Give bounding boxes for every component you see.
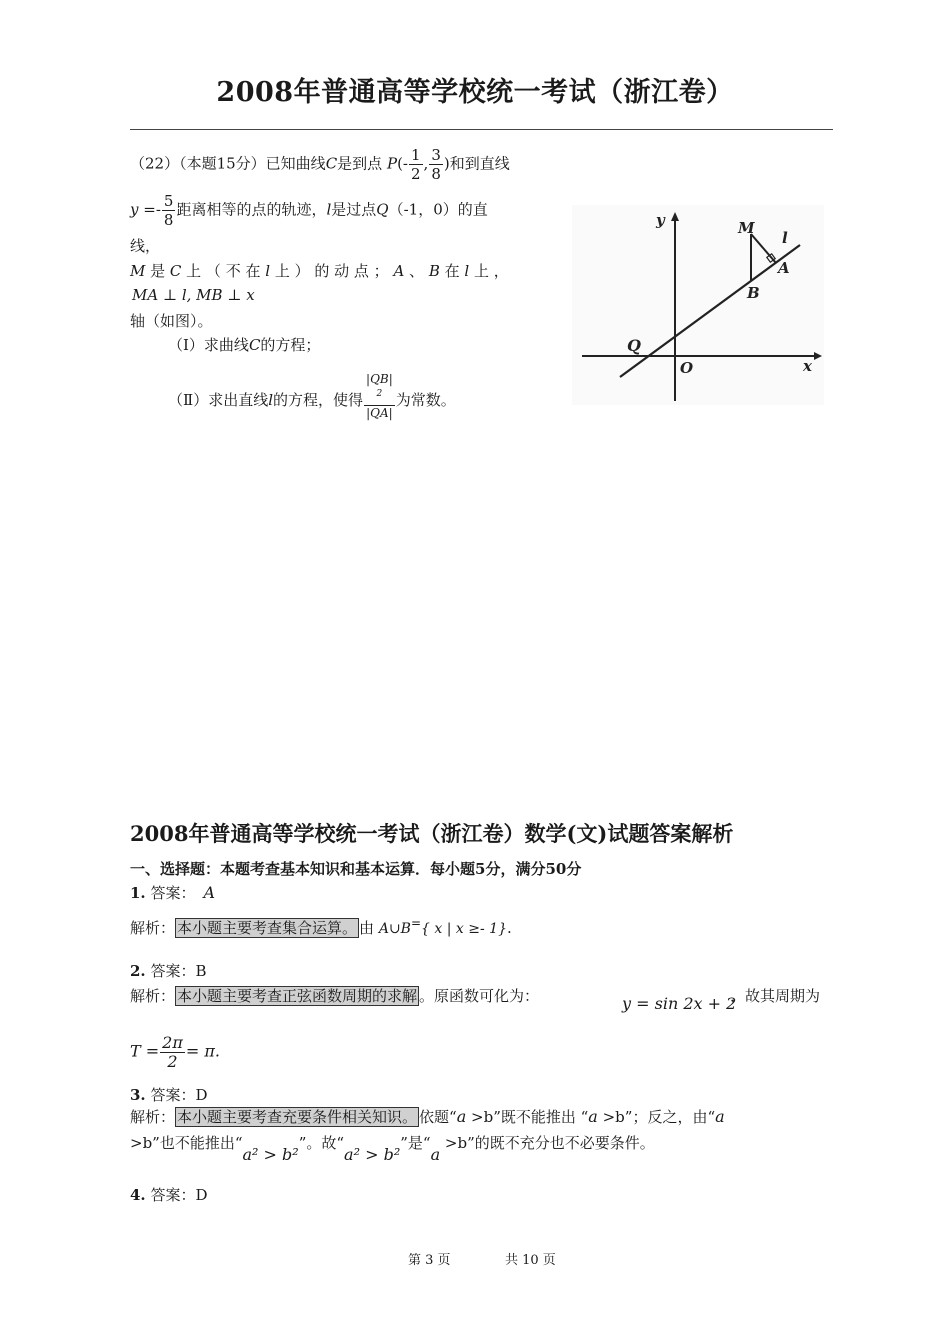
fraction-numerator: 1 xyxy=(410,146,421,164)
label-o: O xyxy=(680,359,694,377)
problem22-part1 xyxy=(168,335,320,355)
label-x: x xyxy=(803,357,812,375)
fraction-numerator: 2π xyxy=(162,1033,183,1052)
point-p: P xyxy=(386,154,398,173)
square-inequality: a² > b² xyxy=(242,1145,299,1164)
problem22-perpendicular-conditions: MA ⊥ l, MB ⊥ x xyxy=(132,286,255,304)
problem22-text: 上 ， xyxy=(469,262,509,280)
line-fraction xyxy=(162,192,176,229)
question-number: 3. xyxy=(130,1086,146,1104)
p-y-fraction xyxy=(429,146,443,183)
explanation-label: 解析： xyxy=(130,987,176,1005)
curve-c: C xyxy=(248,336,261,354)
explanation-text: 由 xyxy=(359,919,375,937)
var-m: M xyxy=(130,262,146,280)
fraction-denominator: |QA| xyxy=(366,406,393,420)
paren-close: ) xyxy=(443,154,450,173)
paren-open: (- xyxy=(397,154,408,173)
point-q: Q xyxy=(376,200,389,219)
question-number: 2. xyxy=(130,962,146,980)
label-q: Q xyxy=(627,336,641,355)
q1-answer xyxy=(130,882,215,903)
fraction-denominator: 8 xyxy=(163,211,174,229)
exponent: 2 xyxy=(376,389,383,399)
question-number: 4. xyxy=(130,1186,146,1204)
explanation-text: >b”也不能推出“ xyxy=(130,1134,243,1152)
p-x-fraction xyxy=(409,146,423,183)
label-m: M xyxy=(738,219,755,237)
fraction-denominator: 8 xyxy=(431,165,441,183)
fraction-denominator: 2 xyxy=(410,165,421,183)
problem22-line3: 线， xyxy=(130,237,161,255)
q3-answer xyxy=(130,1084,207,1105)
section1-heading: 一、选择题：本题考查基本知识和基本运算．每小题5分，满分50分 xyxy=(130,860,582,878)
q2-answer xyxy=(130,960,206,981)
answer-label: 答案：B xyxy=(145,962,207,980)
q4-answer xyxy=(130,1184,207,1205)
q2-function: y = sin 2x + 2 xyxy=(622,994,737,1013)
page-number: 第 3 页 xyxy=(408,1253,451,1268)
explanation-text: 。原函数可化为： xyxy=(419,987,540,1005)
problem22-line6: 轴（如图）。 xyxy=(130,312,213,330)
problem22-text: 是到点 xyxy=(337,154,383,173)
problem22-text: 和到直线 xyxy=(449,154,510,173)
problem22-part2 xyxy=(168,372,456,421)
highlighted-note: 本小题主要考查正弦函数周期的求解 xyxy=(177,987,418,1005)
problem22-text: 是 xyxy=(145,262,170,280)
qb-abs: |QB| xyxy=(366,372,393,386)
label-y: y xyxy=(656,211,665,229)
curve-c: C xyxy=(325,154,338,173)
fraction-numerator: 5 xyxy=(163,192,174,210)
var-l: l xyxy=(265,262,271,280)
var-a: a xyxy=(430,1145,441,1164)
q2-period xyxy=(130,1034,220,1071)
curve-c: C xyxy=(169,262,182,280)
part1-text: 的方程； xyxy=(260,336,321,354)
q2-explanation xyxy=(130,986,539,1006)
var-l: l xyxy=(464,262,470,280)
page-title: 2008年普通高等学校统一考试（浙江卷） xyxy=(216,77,734,108)
problem22-text: （-1，0）的直 xyxy=(388,200,488,219)
explanation-text: >b”的既不充分也不必要条件。 xyxy=(440,1134,655,1152)
explanation-label: 解析： xyxy=(130,919,176,937)
union-expression: A∪B xyxy=(378,921,411,937)
fraction-numerator xyxy=(364,372,395,406)
part1-text: （Ⅰ）求曲线 xyxy=(168,336,249,354)
explanation-text: ”。故“ xyxy=(298,1134,345,1152)
problem22-text: 距离相等的点的轨迹， xyxy=(176,200,327,219)
answer-label: 答案：D xyxy=(145,1186,208,1204)
var-a: a xyxy=(588,1107,598,1126)
fraction-numerator: 3 xyxy=(431,146,441,164)
title-divider xyxy=(130,129,833,130)
explanation-text: ”是“ xyxy=(400,1134,431,1152)
problem22-intro: （22）（本题15分）已知曲线 xyxy=(130,154,326,173)
part2-text: 为常数。 xyxy=(395,391,456,409)
var-a: a xyxy=(715,1107,725,1126)
answer-label: 答案：D xyxy=(145,1086,208,1104)
equals-minus: =- xyxy=(138,200,161,219)
var-y: y xyxy=(130,200,139,219)
point-b: B xyxy=(428,262,440,280)
problem22-text: 上 ） 的 动 点 ； xyxy=(270,262,394,280)
label-b: B xyxy=(747,284,760,302)
period-t: T = xyxy=(130,1041,160,1061)
fraction-denominator: 2 xyxy=(167,1052,178,1071)
problem22-text: 是过点 xyxy=(331,200,377,219)
problem22-text: 在 xyxy=(439,262,465,280)
point-a: A xyxy=(393,262,405,280)
problem22-line4 xyxy=(130,261,509,281)
question-number: 1. xyxy=(130,884,146,902)
highlighted-note: 本小题主要考查充要条件相关知识。 xyxy=(177,1108,418,1126)
q3-explanation-line2 xyxy=(130,1133,655,1164)
explanation-label: 解析： xyxy=(130,1108,176,1126)
answers-heading: 2008年普通高等学校统一考试（浙江卷）数学(文)试题答案解析 xyxy=(130,821,734,846)
part2-text: （Ⅱ）求出直线 xyxy=(168,391,269,409)
explanation-text: >b”既不能推出 “ xyxy=(466,1108,589,1126)
equals-sign: = xyxy=(410,916,422,930)
explanation-text: >b”；反之，由“ xyxy=(597,1108,716,1126)
q3-explanation-line1 xyxy=(130,1107,725,1127)
problem22-line1 xyxy=(130,146,510,183)
separator: 、 xyxy=(404,262,429,280)
problem22-text: 上 （ 不 在 xyxy=(181,262,266,280)
period: . xyxy=(506,919,512,937)
problem22-line2 xyxy=(130,192,488,229)
label-l: l xyxy=(782,229,788,247)
period-result: = π. xyxy=(185,1041,220,1061)
part2-text: 的方程，使得 xyxy=(273,391,364,409)
answer-label: 答案： xyxy=(145,884,196,902)
geometry-figure xyxy=(572,205,824,405)
var-l: l xyxy=(326,200,332,219)
q2-suffix: ，故其周期为 xyxy=(730,987,821,1005)
set-expression: { x | x ≥- 1} xyxy=(421,921,507,937)
label-a: A xyxy=(778,259,790,277)
var-l: l xyxy=(268,391,274,409)
var-a: a xyxy=(456,1107,467,1126)
page-total: 共 10 页 xyxy=(505,1253,556,1268)
period-fraction xyxy=(160,1034,185,1071)
q1-explanation xyxy=(130,913,512,939)
ratio-fraction xyxy=(364,372,395,421)
comma: , xyxy=(423,154,429,173)
answer-value: A xyxy=(203,883,216,902)
square-inequality: a² > b² xyxy=(344,1145,401,1164)
highlighted-note: 本小题主要考查集合运算。 xyxy=(177,919,358,937)
explanation-text: 依题“ xyxy=(419,1108,457,1126)
